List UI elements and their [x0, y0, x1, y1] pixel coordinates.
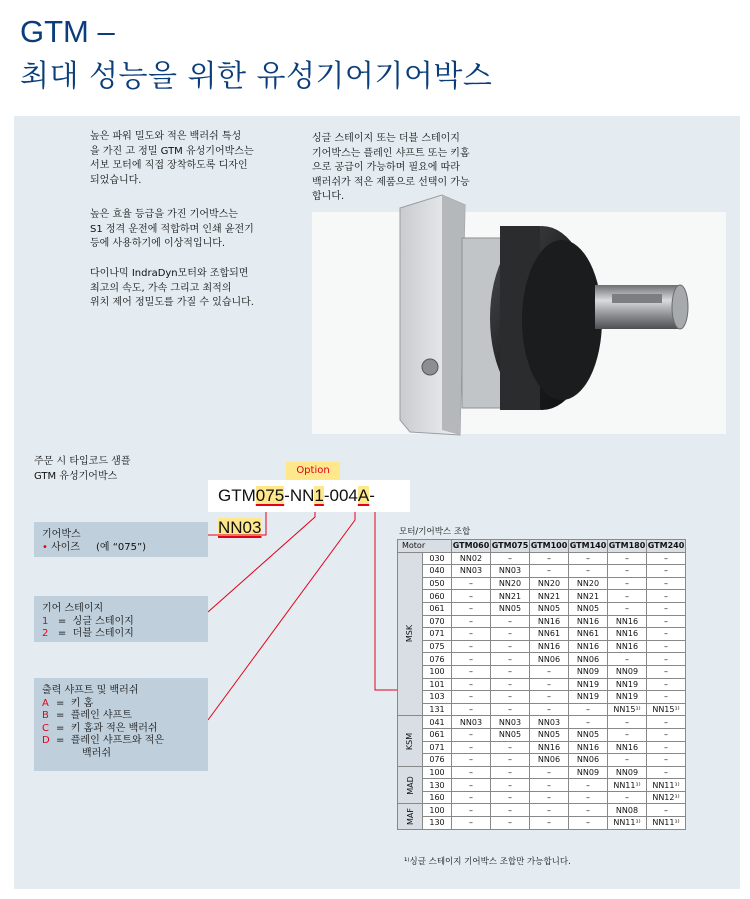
- motor-size-cell: 041: [423, 716, 452, 729]
- motor-size-cell: 060: [423, 590, 452, 603]
- combination-cell: –: [491, 741, 530, 754]
- combination-cell: NN12¹⁾: [647, 791, 686, 804]
- combination-cell: –: [452, 602, 491, 615]
- combination-cell: –: [647, 804, 686, 817]
- combination-cell: NN16: [569, 640, 608, 653]
- combination-cell: NN16: [530, 640, 569, 653]
- combination-cell: –: [491, 678, 530, 691]
- intro-paragraph-2: 높은 효율 등급을 가진 기어박스는 S1 정격 운전에 적합하며 인쇄 윤전기 등에 사용하기에 이상적입니다.: [90, 209, 254, 249]
- combination-cell: NN15¹⁾: [647, 703, 686, 716]
- combination-cell: –: [491, 791, 530, 804]
- motor-size-cell: 075: [423, 640, 452, 653]
- combination-cell: –: [530, 665, 569, 678]
- combination-cell: –: [452, 766, 491, 779]
- combination-cell: –: [569, 779, 608, 792]
- motor-size-cell: 030: [423, 552, 452, 565]
- combination-cell: –: [647, 728, 686, 741]
- combination-cell: –: [647, 565, 686, 578]
- combination-cell: –: [452, 640, 491, 653]
- combination-cell: NN21: [569, 590, 608, 603]
- combination-cell: NN21: [530, 590, 569, 603]
- combination-cell: –: [647, 741, 686, 754]
- combination-cell: –: [647, 716, 686, 729]
- table-row: [398, 766, 686, 779]
- motor-size-cell: 130: [423, 779, 452, 792]
- combination-cell: –: [491, 703, 530, 716]
- combination-cell: –: [452, 728, 491, 741]
- combination-cell: –: [452, 754, 491, 767]
- combination-cell: –: [647, 678, 686, 691]
- combination-cell: –: [530, 703, 569, 716]
- combination-cell: –: [452, 817, 491, 830]
- table-row: [398, 691, 686, 704]
- combination-cell: NN15¹⁾: [608, 703, 647, 716]
- combination-cell: –: [647, 552, 686, 565]
- combination-cell: –: [569, 716, 608, 729]
- combination-cell: NN09: [608, 665, 647, 678]
- combination-cell: NN20: [491, 577, 530, 590]
- header-motor: Motor: [398, 540, 452, 553]
- combination-cell: –: [452, 703, 491, 716]
- combination-cell: –: [491, 653, 530, 666]
- motor-size-cell: 070: [423, 615, 452, 628]
- combination-cell: NN19: [608, 678, 647, 691]
- combination-cell: NN20: [530, 577, 569, 590]
- table-row: [398, 741, 686, 754]
- combination-cell: –: [491, 552, 530, 565]
- combination-cell: NN20: [569, 577, 608, 590]
- header-gtm060: GTM060: [452, 541, 490, 551]
- combination-cell: NN05: [569, 602, 608, 615]
- combination-cell: –: [491, 628, 530, 641]
- label-box-output-shaft: 출력 샤프트 및 백러쉬 A = 키 홈 B = 플레인 샤프트 C = 키 홈과 적은 백러쉬 D = 플레인 샤프트와 적은 백러쉬: [34, 678, 208, 771]
- table-row: [398, 754, 686, 767]
- table-row: [398, 628, 686, 641]
- combination-cell: –: [530, 791, 569, 804]
- order-heading: 주문 시 타입코드 샘플 GTM 유성기어박스: [34, 456, 131, 482]
- header-gtm240: GTM240: [647, 541, 685, 551]
- combination-cell: –: [530, 552, 569, 565]
- combination-cell: –: [452, 590, 491, 603]
- motor-size-cell: 061: [423, 602, 452, 615]
- motor-size-cell: 076: [423, 653, 452, 666]
- motor-size-cell: 071: [423, 741, 452, 754]
- combination-cell: NN03: [452, 716, 491, 729]
- combination-cell: –: [647, 590, 686, 603]
- type-code-sample: GTM075-NN1-004A-NN03: [208, 480, 410, 512]
- motor-size-cell: 100: [423, 804, 452, 817]
- combination-cell: –: [452, 678, 491, 691]
- combination-cell: NN08: [608, 804, 647, 817]
- intro-paragraph-1: 높은 파워 밀도와 적은 백러쉬 특성 을 가진 고 정밀 GTM 유성기어박스는 서보 모터에 직접 장착하도록 디자인 되었습니다.: [90, 131, 254, 186]
- motor-size-cell: 040: [423, 565, 452, 578]
- combination-cell: –: [452, 577, 491, 590]
- combination-cell: NN09: [569, 766, 608, 779]
- combination-cell: –: [608, 653, 647, 666]
- motor-size-cell: 050: [423, 577, 452, 590]
- combination-cell: –: [647, 615, 686, 628]
- combination-cell: –: [491, 615, 530, 628]
- combination-cell: –: [452, 615, 491, 628]
- motor-size-cell: 130: [423, 817, 452, 830]
- combination-cell: –: [647, 628, 686, 641]
- combination-cell: NN16: [530, 741, 569, 754]
- table-header-row: [398, 540, 686, 553]
- combination-cell: –: [452, 741, 491, 754]
- combination-cell: –: [608, 791, 647, 804]
- combination-cell: NN19: [569, 678, 608, 691]
- motor-group-label: MAF: [398, 804, 423, 829]
- combination-cell: NN06: [569, 754, 608, 767]
- table-row: [398, 703, 686, 716]
- table-row: [398, 615, 686, 628]
- combination-cell: NN05: [530, 602, 569, 615]
- motor-group-label: KSM: [398, 716, 423, 766]
- page-title-line1: GTM –: [20, 14, 115, 49]
- combination-cell: NN09: [608, 766, 647, 779]
- combination-cell: –: [608, 716, 647, 729]
- combination-cell: –: [530, 766, 569, 779]
- page-title-line2: 최대 성능을 위한 유성기어기어박스: [20, 59, 493, 94]
- motor-size-cell: 101: [423, 678, 452, 691]
- combination-cell: –: [647, 577, 686, 590]
- table-row: [398, 665, 686, 678]
- motor-size-cell: 071: [423, 628, 452, 641]
- table-row: [398, 577, 686, 590]
- combination-cell: NN11¹⁾: [608, 779, 647, 792]
- motor-size-cell: 160: [423, 791, 452, 804]
- combination-cell: –: [608, 728, 647, 741]
- table-footnote: ¹⁾싱글 스테이지 기어박스 조합만 가능합니다.: [404, 857, 571, 867]
- combination-cell: –: [569, 565, 608, 578]
- header-gtm100: GTM100: [530, 541, 568, 551]
- table-row: [398, 817, 686, 830]
- combination-cell: NN06: [530, 754, 569, 767]
- combination-cell: –: [491, 779, 530, 792]
- combination-cell: –: [491, 817, 530, 830]
- combination-cell: NN05: [491, 602, 530, 615]
- table-row: [398, 552, 686, 565]
- combination-cell: NN05: [491, 728, 530, 741]
- combination-cell: –: [452, 665, 491, 678]
- intro-paragraph-right: 싱글 스테이지 또는 더블 스테이지 기어박스는 플레인 샤프트 또는 키홈 으로 공급이 가능하며 필요에 따라 백러쉬가 적은 제품으로 선택이 가능 합니다.: [312, 133, 470, 202]
- combination-cell: NN02: [452, 552, 491, 565]
- table-row: [398, 590, 686, 603]
- combination-cell: NN16: [569, 741, 608, 754]
- combination-cell: NN06: [530, 653, 569, 666]
- combination-cell: NN05: [569, 728, 608, 741]
- combination-cell: –: [530, 804, 569, 817]
- motor-size-cell: 076: [423, 754, 452, 767]
- motor-size-cell: 061: [423, 728, 452, 741]
- combination-cell: –: [608, 552, 647, 565]
- table-row: [398, 653, 686, 666]
- combination-cell: –: [491, 665, 530, 678]
- intro-paragraph-3: 다이나믹 IndraDyn모터와 조합되면 최고의 속도, 가속 그리고 최적의 위치 제어 정밀도를 가질 수 있습니다.: [90, 268, 254, 308]
- combination-cell: NN03: [491, 716, 530, 729]
- table-row: [398, 678, 686, 691]
- combination-cell: NN11¹⁾: [608, 817, 647, 830]
- combination-cell: NN16: [569, 615, 608, 628]
- label-box-gear-stage: 기어 스테이지 1 = 싱글 스테이지 2 = 더블 스테이지: [34, 596, 208, 642]
- motor-group-label: MAD: [398, 766, 423, 804]
- label-box-gearbox-size: 기어박스 • 사이즈 (예 “075”): [34, 522, 208, 557]
- combination-cell: –: [608, 754, 647, 767]
- combination-cell: –: [608, 602, 647, 615]
- combination-cell: –: [608, 565, 647, 578]
- table-row: [398, 716, 686, 729]
- motor-gearbox-table: [397, 539, 686, 830]
- combination-cell: NN16: [530, 615, 569, 628]
- combination-cell: –: [647, 653, 686, 666]
- combination-cell: NN03: [452, 565, 491, 578]
- combination-cell: –: [530, 817, 569, 830]
- table-row: [398, 565, 686, 578]
- combination-cell: –: [647, 602, 686, 615]
- table-caption: 모터/기어박스 조합: [399, 527, 471, 537]
- combination-cell: NN16: [608, 640, 647, 653]
- combination-cell: NN11¹⁾: [647, 779, 686, 792]
- combination-cell: –: [530, 691, 569, 704]
- motor-size-cell: 131: [423, 703, 452, 716]
- combination-cell: –: [647, 766, 686, 779]
- combination-cell: –: [491, 804, 530, 817]
- combination-cell: –: [647, 691, 686, 704]
- combination-cell: NN06: [569, 653, 608, 666]
- table-row: [398, 779, 686, 792]
- combination-cell: NN16: [608, 741, 647, 754]
- header-gtm140: GTM140: [569, 541, 607, 551]
- combination-cell: –: [452, 691, 491, 704]
- motor-size-cell: 103: [423, 691, 452, 704]
- motor-size-cell: 100: [423, 766, 452, 779]
- combination-cell: –: [608, 577, 647, 590]
- combination-cell: –: [452, 779, 491, 792]
- combination-cell: NN03: [491, 565, 530, 578]
- combination-cell: –: [530, 779, 569, 792]
- combination-cell: NN61: [530, 628, 569, 641]
- combination-cell: –: [491, 754, 530, 767]
- combination-cell: –: [569, 804, 608, 817]
- combination-cell: –: [452, 791, 491, 804]
- table-row: [398, 602, 686, 615]
- combination-cell: –: [569, 791, 608, 804]
- combination-cell: NN05: [530, 728, 569, 741]
- combination-cell: NN19: [608, 691, 647, 704]
- combination-cell: –: [530, 565, 569, 578]
- combination-cell: –: [452, 653, 491, 666]
- motor-group-label: MSK: [398, 552, 423, 716]
- combination-cell: –: [452, 628, 491, 641]
- combination-cell: NN03: [530, 716, 569, 729]
- motor-size-cell: 100: [423, 665, 452, 678]
- combination-cell: NN11¹⁾: [647, 817, 686, 830]
- combination-cell: –: [569, 817, 608, 830]
- combination-cell: –: [647, 640, 686, 653]
- table-row: [398, 791, 686, 804]
- combination-cell: NN09: [569, 665, 608, 678]
- combination-cell: NN19: [569, 691, 608, 704]
- combination-cell: –: [569, 552, 608, 565]
- combination-cell: –: [530, 678, 569, 691]
- combination-cell: NN21: [491, 590, 530, 603]
- header-gtm180: GTM180: [608, 541, 646, 551]
- table-row: [398, 640, 686, 653]
- combination-cell: NN16: [608, 628, 647, 641]
- combination-cell: NN16: [608, 615, 647, 628]
- combination-cell: –: [491, 640, 530, 653]
- combination-cell: –: [491, 691, 530, 704]
- option-label: Option: [286, 462, 340, 480]
- table-row: [398, 728, 686, 741]
- table-row: [398, 804, 686, 817]
- combination-cell: –: [491, 766, 530, 779]
- combination-cell: –: [569, 703, 608, 716]
- header-gtm075: GTM075: [491, 541, 529, 551]
- combination-cell: NN61: [569, 628, 608, 641]
- combination-cell: –: [452, 804, 491, 817]
- combination-cell: –: [608, 590, 647, 603]
- combination-cell: –: [647, 665, 686, 678]
- combination-cell: –: [647, 754, 686, 767]
